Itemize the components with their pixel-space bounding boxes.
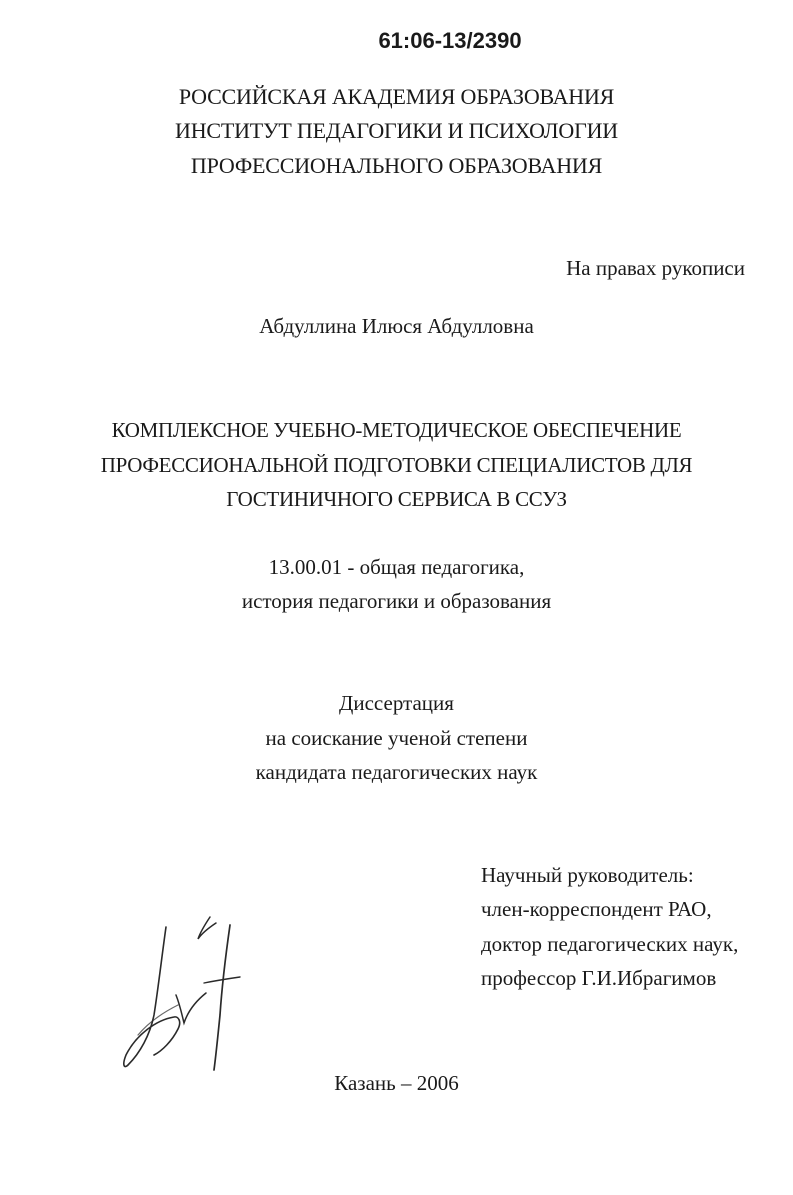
institution-line-2: ИНСТИТУТ ПЕДАГОГИКИ И ПСИХОЛОГИИ [175,118,618,143]
institution-line-1: РОССИЙСКАЯ АКАДЕМИЯ ОБРАЗОВАНИЯ [178,84,615,109]
degree-line-2: на соискание ученой степени [265,726,528,750]
title-line-1: КОМПЛЕКСНОЕ УЧЕБНО-МЕТОДИЧЕСКОЕ ОБЕСПЕЧЕНИЕ [111,418,682,442]
author-name: Абдуллина Илюся Абдулловна [259,314,534,338]
title-line-3: ГОСТИНИЧНОГО СЕРВИСА В ССУЗ [226,487,567,511]
institution-line-3: ПРОФЕССИОНАЛЬНОГО ОБРАЗОВАНИЯ [190,153,603,178]
degree-line-3: кандидата педагогических наук [255,760,538,784]
specialty-line-2: история педагогики и образования [241,589,552,613]
supervisor-line-3: доктор педагогических наук, [481,932,739,956]
supervisor-line-2: член-корреспондент РАО, [481,897,712,921]
title-line-2: ПРОФЕССИОНАЛЬНОЙ ПОДГОТОВКИ СПЕЦИАЛИСТОВ ДЛЯ [100,453,693,477]
supervisor-line-4: профессор Г.И.Ибрагимов [481,966,717,990]
degree-line-1: Диссертация [339,691,454,715]
catalog-number: 61:06-13/2390 [378,28,522,53]
place-year: Казань – 2006 [334,1071,459,1095]
supervisor-line-1: Научный руководитель: [481,863,694,887]
manuscript-note: На правах рукописи [566,256,745,280]
handwritten-signature-icon [118,905,248,1075]
specialty-line-1: 13.00.01 - общая педагогика, [268,555,525,579]
